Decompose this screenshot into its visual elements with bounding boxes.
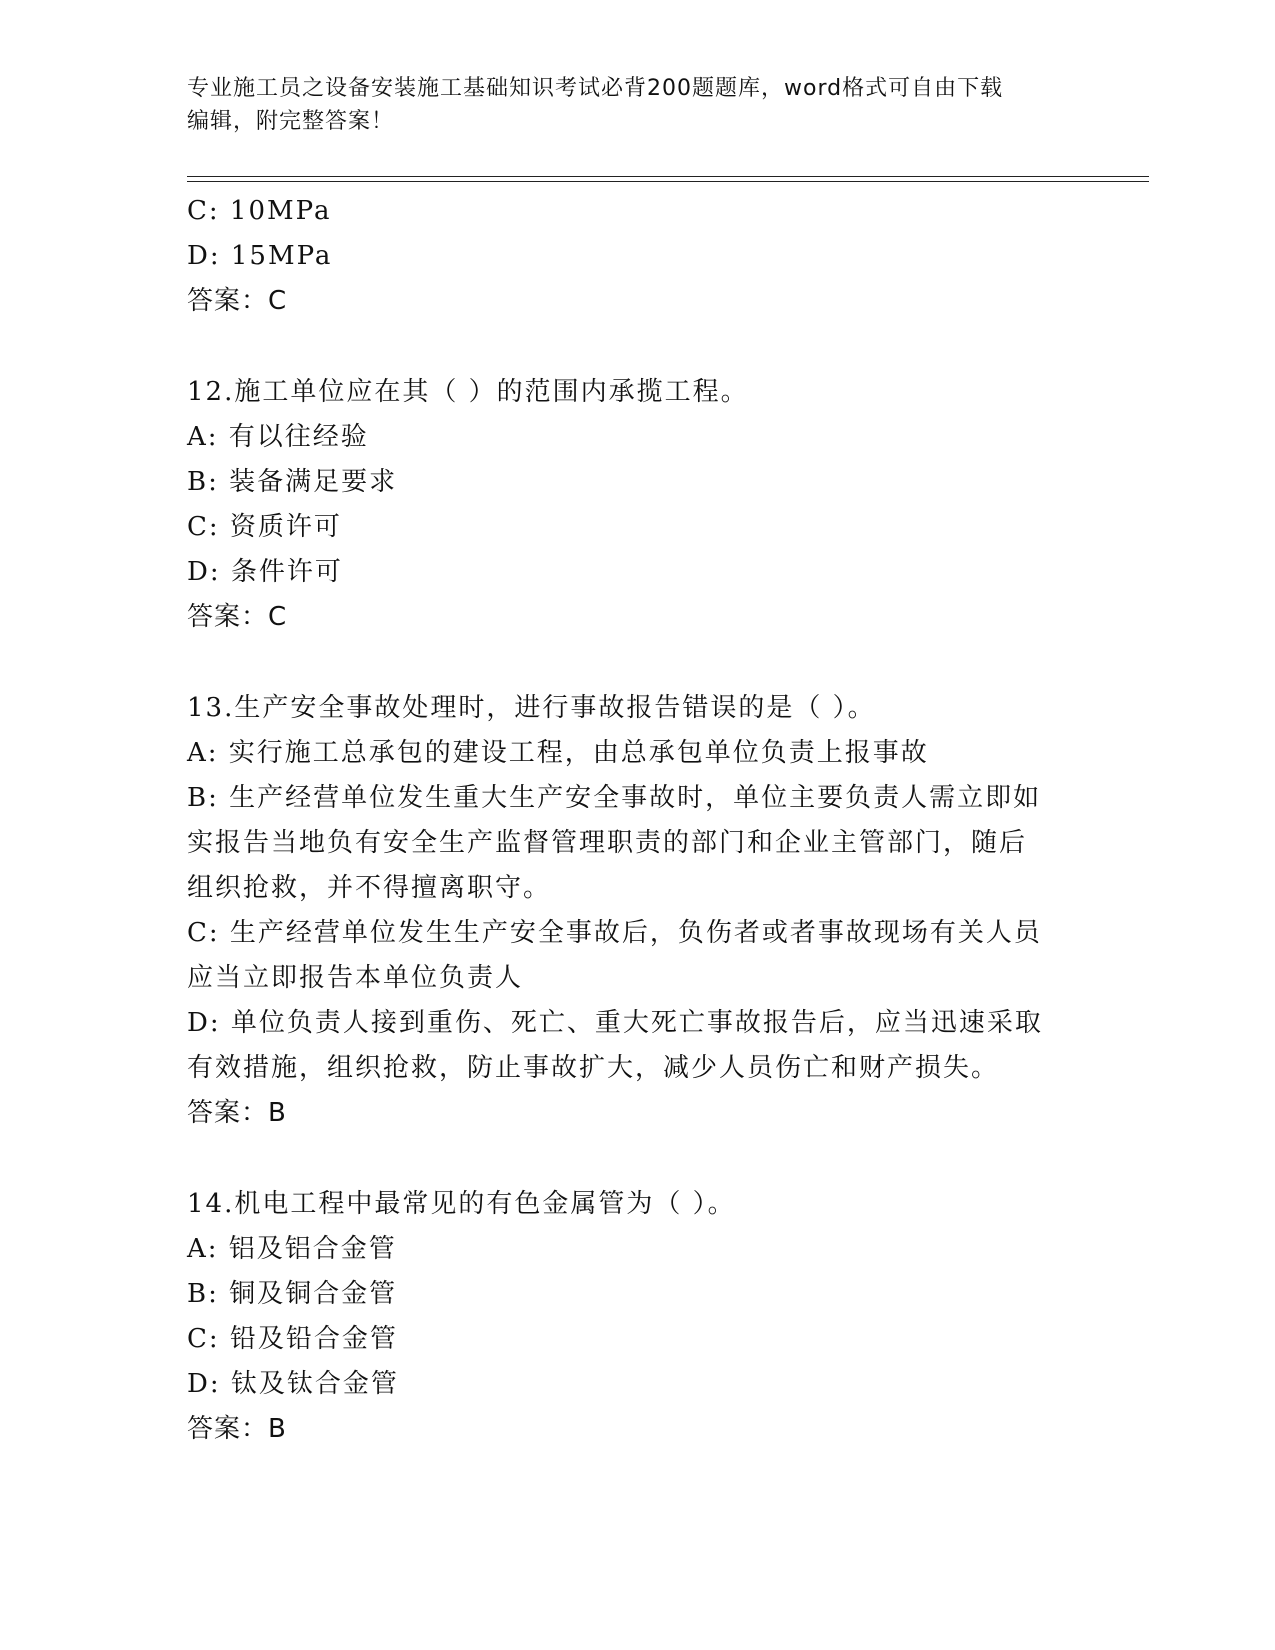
q12-option-a: A: 有以往经验 [187,422,369,452]
spacer [187,640,1077,686]
q13-option-b-line-2: 实报告当地负有安全生产监督管理职责的部门和企业主管部门，随后 [187,828,1028,858]
header-title-line-2: 编辑，附完整答案！ [187,109,395,134]
header-title-line-1: 专业施工员之设备安装施工基础知识考试必背200题题库，word格式可自由下载 [187,76,1004,101]
q11-answer: 答案：C [187,286,288,316]
q13-option-d-line-2: 有效措施，组织抢救，防止事故扩大，减少人员伤亡和财产损失。 [187,1053,1000,1083]
q13-answer: 答案：B [187,1098,287,1128]
q14-question: 14.机电工程中最常见的有色金属管为（ ）。 [187,1189,736,1219]
spacer [187,1136,1077,1182]
q14-option-a: A: 铝及铝合金管 [187,1234,397,1264]
q13-option-c-line-2: 应当立即报告本单位负责人 [187,963,524,993]
spacer [187,324,1077,370]
question-14 [187,1182,1077,1452]
question-11-tail [187,189,1077,324]
q12-answer: 答案：C [187,602,288,632]
question-list [187,189,1077,1452]
q13-option-c-line-1: C: 生产经营单位发生生产安全事故后，负伤者或者事故现场有关人员 [187,918,1042,948]
question-13 [187,686,1077,1136]
q13-option-b-line-3: 组织抢救，并不得擅离职守。 [187,873,552,903]
q13-option-a: A: 实行施工总承包的建设工程，由总承包单位负责上报事故 [187,738,929,768]
q12-option-d: D: 条件许可 [187,557,343,587]
q14-answer: 答案：B [187,1414,287,1444]
q12-option-b: B: 装备满足要求 [187,467,398,497]
q14-option-b: B: 铜及铜合金管 [187,1279,398,1309]
q12-option-c: C: 资质许可 [187,512,342,542]
q14-option-c: C: 铅及铅合金管 [187,1324,398,1354]
q13-option-d-line-1: D: 单位负责人接到重伤、死亡、重大死亡事故报告后，应当迅速采取 [187,1008,1043,1038]
q13-option-b-line-1: B: 生产经营单位发生重大生产安全事故时，单位主要负责人需立即如 [187,783,1042,813]
question-12 [187,370,1077,640]
q11-option-c: C: 10MPa [187,196,332,226]
document-header [187,72,1087,138]
header-divider-top [187,176,1149,177]
header-divider-bottom [187,181,1149,182]
q11-option-d: D: 15MPa [187,241,333,271]
q12-question: 12.施工单位应在其（ ）的范围内承揽工程。 [187,377,749,407]
q13-question: 13.生产安全事故处理时，进行事故报告错误的是（ ）。 [187,693,876,723]
q14-option-d: D: 钛及钛合金管 [187,1369,399,1399]
